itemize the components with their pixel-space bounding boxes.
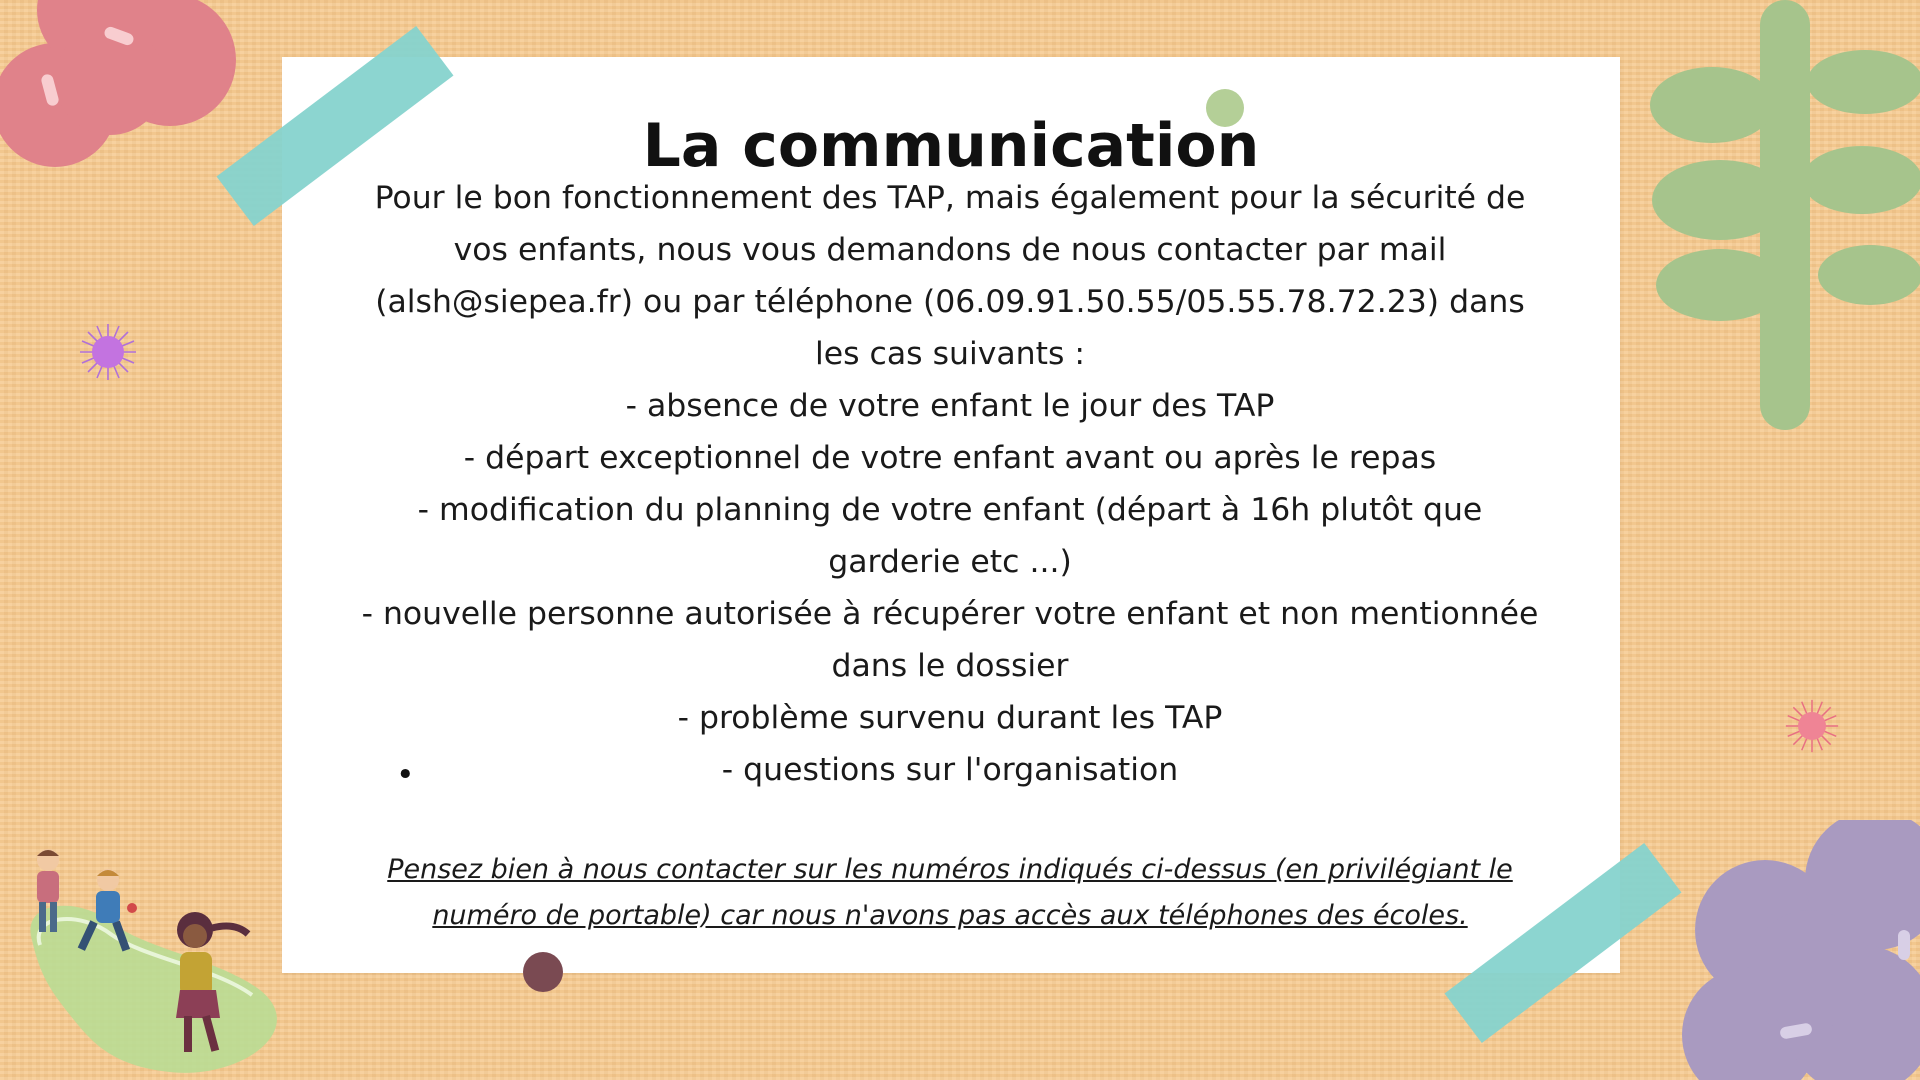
page-title: La communication (642, 111, 1260, 181)
list-item: - questions sur l'organisation (721, 752, 1179, 788)
brown-dot (523, 952, 563, 992)
list-item: - modification du planning de votre enfant (départ à 16h plutôt que garderie etc ...) (417, 492, 1483, 580)
pink-sun-icon (1784, 698, 1840, 754)
list-item: - absence de votre enfant le jour des TAP (625, 388, 1275, 424)
list-item: - nouvelle personne autorisée à récupérer votre enfant et non mentionnée dans le dossier (361, 596, 1539, 684)
document-body (360, 172, 1540, 796)
footer-note: Pensez bien à nous contacter sur les numéros indiqués ci-dessus (en privilégiant le numéro de portable) car nous n'avons pas accès aux téléphones des écoles. (387, 854, 1513, 931)
intro-paragraph: Pour le bon fonctionnement des TAP, mais également pour la sécurité de vos enfants, nous vous demandons de nous contacter par mail (alsh@siepea.fr) ou par téléphone (06.09.91.50.55/05.55.78.72.23) dans les cas suivants : (374, 180, 1526, 372)
pink-flower-icon (0, 0, 240, 220)
purple-sun-icon (78, 322, 138, 382)
list-item: - départ exceptionnel de votre enfant avant ou après le repas (463, 440, 1437, 476)
green-plant-icon (1650, 0, 1920, 440)
list-item: - problème survenu durant les TAP (677, 700, 1223, 736)
bullet-marker: • (396, 757, 415, 793)
purple-flower-icon (1660, 820, 1920, 1080)
children-playing-illustration (20, 840, 290, 1080)
